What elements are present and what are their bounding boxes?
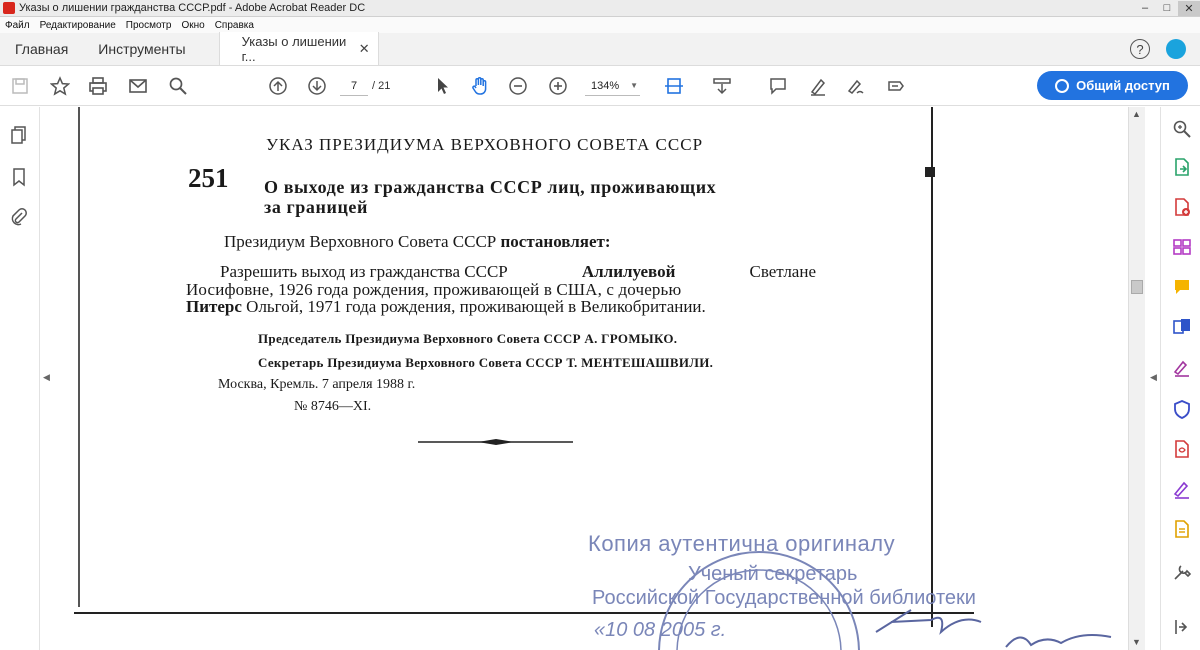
bookmark-icon[interactable] [9, 167, 29, 187]
decree-intro [224, 232, 611, 252]
menu-bar [0, 17, 1200, 33]
signature-chairman: Председатель Президиума Верховного Совета СССР А. ГРОМЫКО. [258, 331, 678, 346]
window-titlebar [0, 0, 1200, 17]
handwritten-signature [871, 602, 991, 642]
stamp-line-1: Копия аутентична оригиналу [588, 531, 896, 556]
scroll-up-icon[interactable]: ▲ [1132, 109, 1141, 119]
pages-icon[interactable] [9, 125, 29, 145]
decree-number: 251 [188, 163, 229, 193]
stamp-line-4: «10 08 2005 г. [594, 619, 727, 641]
stamp-line-3: Российской Государственной библиотеки [592, 587, 976, 609]
tab-tools[interactable]: Инструменты [98, 40, 186, 57]
scan-left-edge [78, 107, 80, 607]
main-toolbar [0, 66, 1200, 106]
body-line3-a: Питерс [186, 297, 242, 316]
tab-bar [0, 33, 1200, 66]
highlight-icon[interactable] [806, 74, 830, 98]
body-line1-c: Светлане [749, 262, 816, 281]
select-cursor-icon[interactable] [430, 74, 454, 98]
email-icon[interactable] [126, 74, 150, 98]
person-add-icon [1055, 79, 1069, 93]
tab-close-icon[interactable]: ✕ [358, 40, 370, 56]
menu-file[interactable]: Файл [5, 19, 30, 31]
right-tools-panel [1160, 107, 1200, 650]
body-line1-b: Аллилуевой [581, 262, 676, 281]
fit-page-icon[interactable] [662, 74, 686, 98]
save-icon[interactable] [8, 74, 32, 98]
zoom-out-icon[interactable] [506, 74, 530, 98]
stamp-line-2: Ученый секретарь [688, 563, 858, 585]
ornament-divider [418, 437, 573, 447]
comment-tool-icon[interactable] [1172, 277, 1192, 297]
menu-window[interactable]: Окно [181, 19, 205, 31]
zoom-in-icon[interactable] [546, 74, 570, 98]
scroll-down-icon[interactable]: ▼ [1132, 637, 1141, 647]
page-right-rule [931, 107, 933, 627]
compress-pdf-icon[interactable] [1172, 439, 1192, 459]
body-line3-b: Ольгой, 1971 года рождения, проживающей в Великобритании. [246, 297, 706, 316]
collapse-panel-icon[interactable] [1172, 617, 1192, 637]
decree-heading: УКАЗ ПРЕЗИДИУМА ВЕРХОВНОГО СОВЕТА СССР [266, 135, 704, 154]
body-line1-a: Разрешить выход из гражданства СССР [220, 262, 508, 281]
menu-help[interactable]: Справка [214, 19, 254, 31]
next-page-icon[interactable] [305, 74, 329, 98]
zoom-level-value: 134% [591, 80, 620, 92]
help-icon[interactable]: ? [1130, 39, 1150, 59]
account-icon[interactable] [1166, 39, 1186, 59]
signature-secretary: Секретарь Президиума Верховного Совета СССР Т. МЕНТЕШАШВИЛИ. [258, 355, 714, 370]
body-line-2: Иосифовне, 1926 года рождения, проживающей в США, с дочерью [186, 280, 682, 299]
page-total: / 21 [372, 80, 391, 92]
body-line-3 [186, 297, 706, 317]
collapse-left-icon[interactable]: ◀ [43, 372, 50, 382]
comment-icon[interactable] [766, 74, 790, 98]
chevron-down-icon: ▼ [630, 81, 638, 90]
decree-title-line1: О выходе из гражданства СССР лиц, проживающих [264, 177, 717, 197]
body-line-1 [220, 262, 816, 282]
attachment-icon[interactable] [9, 207, 29, 227]
scan-mark [925, 167, 935, 177]
sign-icon[interactable] [844, 74, 868, 98]
edit-pdf-icon[interactable] [1172, 479, 1192, 499]
decree-title-line2: за границей [264, 197, 368, 217]
more-tools-icon[interactable] [1172, 562, 1192, 582]
export-pdf-icon[interactable] [1172, 157, 1192, 177]
scrollbar-thumb[interactable] [1131, 280, 1143, 294]
document-number: № 8746—XI. [294, 399, 372, 414]
tab-document[interactable] [219, 32, 379, 65]
vertical-scrollbar[interactable] [1128, 107, 1145, 650]
zoom-level-select[interactable] [585, 76, 640, 96]
minimize-button[interactable]: – [1141, 2, 1149, 14]
decree-verb: постановляет: [500, 232, 611, 251]
menu-edit[interactable]: Редактирование [39, 19, 116, 31]
protect-icon[interactable] [1172, 399, 1192, 419]
document-view [56, 107, 1127, 650]
acrobat-app-icon [3, 2, 15, 14]
close-window-button[interactable]: ✕ [1178, 1, 1200, 16]
maximize-button[interactable]: □ [1163, 2, 1171, 14]
create-pdf-icon[interactable] [1172, 197, 1192, 217]
handwritten-mark [1001, 627, 1121, 650]
previous-page-icon[interactable] [266, 74, 290, 98]
fill-form-icon[interactable] [884, 74, 908, 98]
share-button-label: Общий доступ [1076, 78, 1170, 93]
left-nav-panel [0, 107, 40, 650]
menu-view[interactable]: Просмотр [125, 19, 172, 31]
fill-sign-icon[interactable] [1172, 357, 1192, 377]
combine-files-icon[interactable] [1172, 317, 1192, 337]
page-number-input[interactable]: 7 [340, 76, 368, 96]
star-icon[interactable] [48, 74, 72, 98]
window-title: Указы о лишении гражданства СССР.pdf - Adobe Acrobat Reader DC [19, 2, 366, 14]
collapse-right-icon[interactable]: ◀ [1150, 372, 1157, 382]
hand-tool-icon[interactable] [468, 74, 492, 98]
print-icon[interactable] [86, 74, 110, 98]
tab-document-label: Указы о лишении г... [241, 33, 347, 64]
send-for-review-icon[interactable] [1172, 519, 1192, 539]
organize-pages-icon[interactable] [1172, 237, 1192, 257]
decree-intro-text: Президиум Верховного Совета СССР [224, 232, 497, 251]
place-date: Москва, Кремль. 7 апреля 1988 г. [218, 377, 416, 392]
scroll-mode-icon[interactable] [710, 74, 734, 98]
zoom-search-icon[interactable] [1172, 119, 1192, 139]
tab-home[interactable]: Главная [15, 40, 69, 57]
share-button[interactable] [1037, 71, 1188, 100]
find-icon[interactable] [166, 74, 190, 98]
